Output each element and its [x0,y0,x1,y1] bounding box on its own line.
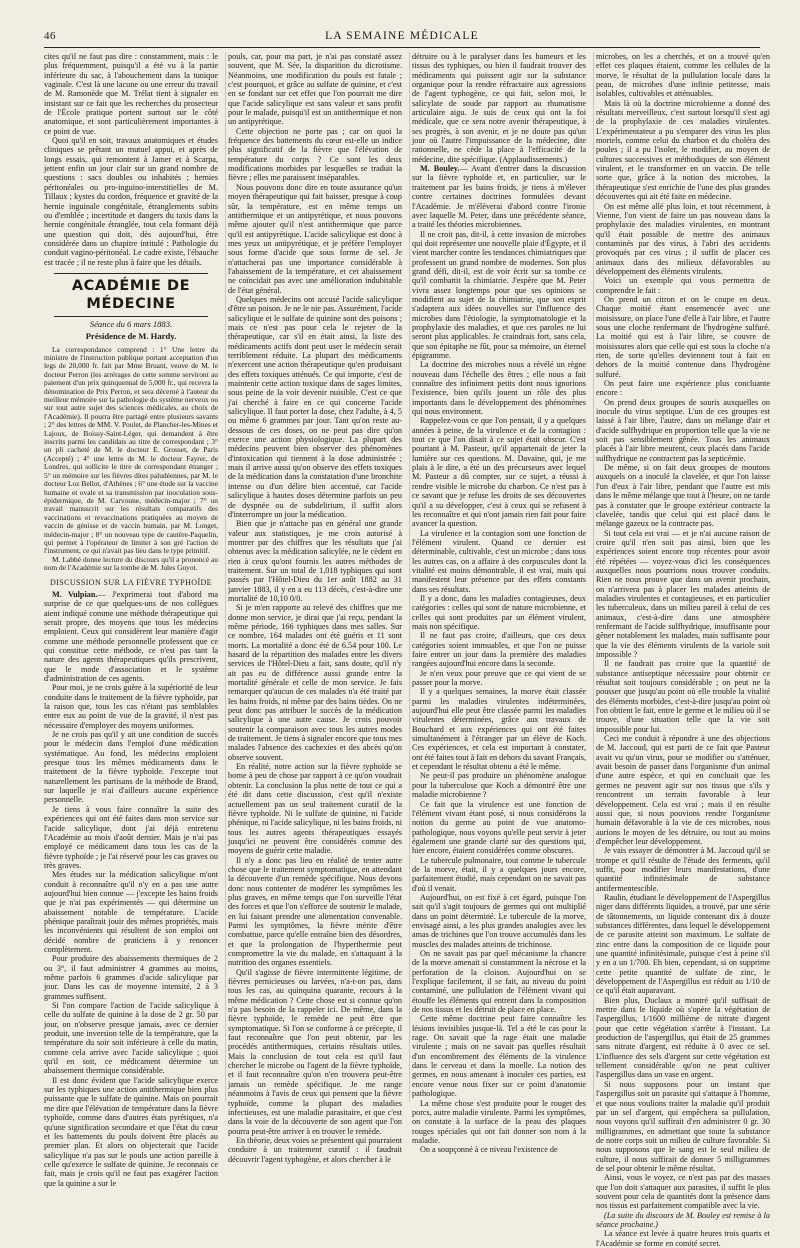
running-head [44,30,760,46]
paragraph: Qu'il s'agisse de fièvre intermittente légitime, de fièvres pernicieuses ou larvées, n'a-t-on pas, dans tous les cas, au quinquina quarante, recours à la même médication ? Cette chose est si connue qu'on n'a pas besoin de la rappeler ici. De même, dans la fièvre typhoïde, le remède ne peut être que symptomatique. Si l'on se conforme à ce précepte, il faut reconnaître que l'on peut obtenir, par les procédés antithermiques, certains résultats utiles. Mais la conclusion de tout cela est qu'il faut chercher le microbe ou l'agent de la fièvre typhoïde, et il faut reconnaître qu'on n'en trouvera peut-être jamais un remède spécifique. Je me range néanmoins à l'avis de ceux qui pensent que la fièvre typhoïde, comme la plupart des maladies infectieuses, est une maladie parasitaire, et que c'est dans la voie de la découverte de son agent que l'on pourra peut-être arriver à en trouver le remède. [228,967,402,1136]
speaker-name: M. Vulpian. [52,589,98,599]
speech-text: — Avant d'entrer dans la discussion sur la fièvre typhoïde et, en particulier, sur le traitement par les bains froids, je tiens à m'élever contre certaines doctrines formulées devant l'Académie. Je m'élèverai d'abord contre l'ironie avec laquelle M. Peter, dans une précédente séance, a traité les théories microbiennes. [412,164,587,230]
paragraph: La doctrine des microbes nous a révélé un règne nouveau dans l'échelle des êtres ; elle nous a fait connaître des infiniment petits dont nous ignorions l'existence, bien qu'ils jouent un rôle des plus importants dans le développement des phénomènes qui nous environnent. [412,360,586,417]
paragraph: Rappelez-vous ce que l'on pensait, il y a quelques années à peine, de la virulence et de la contagion : tout ce que l'on disait à ce sujet était obscur. C'est pourtant à M. Pasteur, qu'il appartenait de jeter la lumière sur ces questions. M. Davaine, qui, je me plais à le dire, a été un des précurseurs avec lequel M. Pasteur a dû compter, sur ce sujet, a réussi à rendre visible le microbe du charbon. Ce n'est pas à ce savant que je refuse les droits de ses découvertes qu'il a su développer, c'est à ceux qui se refusent à les reconnaître et qui n'ont jamais rien fait pour faire avancer la question. [412,416,586,529]
paragraph: Je ne crois pas qu'il y ait une condition de succès pour le médecin dans l'emploi d'une médication systématique. Au fond, les médecins emploient presque tous les mêmes médicaments dans le traitement de la fièvre typhoïde. J'excepte tout naturellement les partisans de la méthode de Brand, sur laquelle je n'ai d'ailleurs aucune expérience personnelle. [44,730,218,805]
section-heading [44,273,218,342]
paragraph: Il y a donc, dans les maladies contagieuses, deux catégories : celles qui sont de nature microbienne, et celles qui sont produites par un élément virulent, mais non spécifique. [412,593,586,631]
paragraph: Je n'en veux pour preuve que ce qui vient de se passer pour la morve. [412,668,586,688]
speaker-name: M. Bouley. [420,164,460,174]
paragraph: Mais là où la doctrine microbienne a donné des résultats merveilleux, c'est surtout lorsqu'il s'est agi de la prophylaxie de ces maladies virulentes. L'expérimentateur a pu s'emparer des virus les plus mortels, comme celui du charbon et du choléra des poules ; il a pu l'isoler, le modifier, au moyen de cultures successives et méthodiques de son élément virulent, et le transformer en un vaccin. De telle sorte que, grâce à la notion des microbes, la thérapeutique s'est enrichie de l'une des plus grandes découvertes qui ait été faite en médecine. [596,98,770,202]
paragraph [412,164,586,229]
paragraph: La virulence et la contagion sont une fonction de l'élément virulent. Quand ce dernier est déterminable, cultivable, c'est un microbe ; dans tous les autres cas, on a affaire à des corpuscules dont la vitalité est moins démontrable, il est vrai, mais qui manifestent leur présence par des effets constants dans ses résultats. [412,528,586,594]
column-divider [225,52,226,1102]
paragraph: Raulin, étudiant le développement de l'Aspergillus niger dans différents liquides, a trouvé, par une série de tâtonnements, un liquide contenant dix à douze substances différentes, dans lequel le développement de ce parasite atteint son maximum. Le sulfate de zinc entre dans la composition de ce liquide pour une quantité infinitésimale, puisque c'est à peine s'il y en a un 1/700. Eh bien, cependant, si on supprime cette petite quantité de sulfate de zinc, le développement de l'Aspergillus est réduit au 1/10 de ce qu'il était auparavant. [596,892,770,996]
session-date: Séance du 6 mars 1883. [89,318,173,329]
paragraph: Aujourd'hui, on est fixé à cet égard, puisque l'on sait qu'il s'agit toujours de germes qui ont multiplié dans un point déterminé. Le tubercule de la morve, envisagé ainsi, a les plus grandes analogies avec les amas de trichines que l'on trouve accumulés dans les muscles des malades atteints de trichinose. [412,892,586,949]
paragraph: Il y a quelques semaines, la morve était classée parmi les maladies virulentes indéterminées, aujourd'hui elle peut être classée parmi les maladies virulentes déterminées, grâce aux travaux de Bouchard et aux expériences qui ont été faites simultanément à l'étranger par un élève de Koch. Ces expériences, et cela est important à constater, ont été faites tout à fait en dehors du savant Français, et cependant le résultat obtenu a été le même. [412,687,586,772]
paragraph: M. Labbé donne lecture du discours qu'il a prononcé au nom de l'Académie sur la tombe de M. Jules Guyot. [44,554,218,573]
paragraph: On a soupçonné à ce niveau l'existence de [420,1145,558,1155]
column-divider [409,52,410,1102]
paragraph: Bien plus, Duclaux a montré qu'il suffisait de mettre dans le liquide où s'opère la végétation de l'aspergillus, 1/1600 millième de nitrate d'argent pour que cette végétation s'arrête à l'instant. La production de l'aspergillus, qui était de 25 grammes sans nitrate d'argent, est réduite à 0 avec ce sel. L'influence des sels d'argent sur cette végétation est tellement considérable qu'on ne peut cultiver l'aspergillus dans un vase en argent. [596,995,770,1080]
column-divider [593,52,594,1102]
paragraph: Je vais essayer de démontrer à M. Jaccoud qu'il se trompe et qu'il résulte de l'étude des ferments, qu'il suffit, pour modifier leurs manifestations, d'une quantité infinitésimale de substance antifermentescible. [596,846,770,893]
paragraph: Mes études sur la médication salicylique m'ont conduit à reconnaître qu'il n'y en a pas une autre aujourd'hui bien connue — j'excepte les bains froids que je n'ai pas expérimentés — qui détermine un abaissement notable de température. L'acide phénique paraîtrait jouir des mêmes propriétés, mais les inconvénients qui résultent de son emploi ont décidé nombre de praticiens à y renoncer complètement. [44,870,218,954]
paragraph: Il n'y a donc pas lieu en réalité de tenter autre chose que le traitement symptomatique, en attendant la découverte d'un remède spécifique. Nous devons donc nous contenter de modérer les symptômes les plus graves, en même temps que l'on surveille l'état des forces et que l'on s'efforce de soutenir le malade, en lui faisant prendre une alimentation convenable. Parmi les symptômes, la fièvre mérite d'être combattue, parce qu'elle entraîne bien des désordres, et que la prolongation de l'hyperthermie peut compromettre la vie du malade, en s'attaquant à la nutrition des organes essentiels. [228,855,402,968]
paragraph: pouls, car, pour ma part, je n'ai pas constaté assez souvent, que M. Sée, la disparition du dicrotisme. Néanmoins, une modification du pouls est fatale ; c'est pourquoi, et grâce au sulfate de quinine, et c'est en se fondant sur cet effet que l'on pourrait me dire que l'acide salicylique est sans valeur et sans profit pour le malade, puisqu'il est un antithermique et non un antipyrétique. [228,52,402,127]
paragraph: On peut faire une expérience plus concluante encore : [596,379,770,398]
paragraph: Bien que je n'attache pas en général une grande valeur aux statistiques, je me crois autorisé à montrer par des chiffres que les résultats que j'ai obtenus avec la médication salicylée, ne le cèdent en rien à ceux qu'ont fournis les autres méthodes de traitement. Sur un total de 1,018 typhiques qui sont passés par l'Hôtel-Dieu du 1er août 1882 au 31 janvier 1883, il y en a eu 113 décès, c'est-à-dire une mortalité de 10,10 0/0. [228,519,402,603]
paragraph: Pour produire des abaissements thermiques de 2 ou 3°, il faut administrer 4 grammes au moins, même parfois 6 grammes d'acide salicylique par jour. Dans les cas de moyenne intensité, 2 à 3 grammes suffisent. [44,954,218,1001]
paragraph: Cette objection ne porte pas ; car on quoi la fréquence des battements du cœur est-elle un indice plus significatif de la fièvre que l'élévation de température du corps ? Ce sont les deux modifications morbides par lesquelles se traduit la fièvre ; elles me paraissent inséparables. [228,126,402,183]
column-1 [44,52,219,1188]
paragraph: Il ne croit pas, dit-il, à cette invasion de microbes qui doit représenter une nouvelle plaie d'Égypte, et il vient marcher contre les tendances chimiatriques que professent un grand nombre de modernes. Son plus grand défi, dit-il, est de voir écrit sur sa tombe ce qu'il combattit la chimiatrie. J'espère que M. Peter vivra assez longtemps pour que ses opinions se modifient au sujet de la chimiatrie, que son esprit s'adaptera aux idées nouvelles sur l'influence des microbes dans l'étiologie, la symptomatologie et la prophylaxie des maladies, et que ces paroles ne lui seront plus applicables. Je craindrais fort, sans cela, que son épitaphe ne fût, pour sa mémoire, un éternel épigramme. [412,229,586,360]
paragraph [44,590,218,683]
paragraph: Pour moi, je ne crois guère à la supériorité de leur conduite dans le traitement de la fièvre typhoïde, par la raison que, tous les cas n'étant pas semblables entre eux au point de vue de la gravité, il n'est pas nécessaire d'employer des moyens uniformes. [44,683,218,730]
paragraph: Ce fait que la virulence est une fonction de l'élément vivant étant posé, si nous considérons la notion du germe au point de vue anatomo-pathologique, nous voyons qu'elle peut servir à jeter également une grande clarté sur des questions qui, hier encore, étaient considérées comme obscures. [412,799,586,856]
paragraph: De même, si on fait deux groupes de moutons auxquels on a inoculé la clavelée, et que l'on laisse l'un d'eux à l'air libre, pendant que l'autre est mis dans le même mélange que tout à l'heure, on ne tarde pas à constater que le groupe extérieur contracte la clavelée, tandis que celui qui est placé dans le mélange gazeux ne la contracte pas. [596,463,770,529]
paragraph: En réalité, notre action sur la fièvre typhoïde se borne à peu de chose par rapport à ce qu'on voudrait obtenir. La conclusion la plus nette de tout ce qui a été dit dans cette discussion, c'est qu'il n'existe actuellement pas un seul traitement curatif de la fièvre typhoïde. Ni le sulfate de quinine, ni l'acide phénique, ni l'acide salicylique, ni les bains froids, ni tous les autres agents thérapeutiques essayés jusqu'ici ne peuvent être considérés comme des moyens de guérir cette maladie. [228,762,402,856]
paragraph: Ne peut-il pas produire un phénomène analogue pour la tuberculose que Koch a démontré être une maladie microbienne ? [412,771,586,800]
paragraph: détruire ou à le paralyser dans les humeurs et les tissus des typhiques, ou bien il faudrait trouver des médicaments qui puissent agir sur la substance organique pour la rendre réfractaire aux agressions de l'agent typhogène, ce qui fait, selon moi, le salicylate de soude par rapport au rhumatisme articulaire aigu. Je suis de ceux qui ont la foi médicale, que ce sera notre avenir thérapeutique, à ses progrès, à son avenir, et je ne doute pas qu'un jour où l'autre l'impuissance de la médecine, dite rationnelle, ne cède la place à l'efficacité de la médecine, dite spécifique. (Applaudissements.) [412,52,586,164]
column-2 [228,52,402,1164]
section-title: ACADÉMIE DE MÉDECINE [71,277,191,312]
paragraph: microbes, on les a cherchés, et on a trouvé qu'en effet ces plaques étaient, comme les cellules de la morve, le résultat de la pullulation locale dans la peau, de microbes d'une infinie petitesse, mais isolables, cultivables et atténuables. [596,52,770,99]
column-3 [412,52,587,1155]
paragraph: Si nous supposons pour un instant que l'aspergillus soit un parasite qui s'attaque à l'homme, et que nous voulions traiter la maladie qu'il produit par un sel d'argent, qui empêchera sa pullulation, nous voyons qu'il suffirait d'en administrer 0 gr. 30 milligrammes, en admettant que toute la substance de notre corps soit un milieu de culture favorable. Si nous supposons que le sang est le seul milieu de culture, il nous suffirait de donner 5 milligrammes de sel pour obtenir le même résultat. [596,1079,770,1173]
journal-title: LA SEMAINE MÉDICALE [325,30,479,42]
paragraph: Si je m'en rapporte au relevé des chiffres que me donne mon service, je dirai que j'ai reçu, pendant la même période, 166 typhiques dans mes salles. Sur ce nombre, 164 malades ont été guéris et 11 sont morts. La mortalité a donc été de 6.54 pour 100. Le hasard de la répartition des malades entre les divers services de l'Hôtel-Dieu a fait, sans doute, qu'il n'y ait pas eu de différence aussi grande entre la mortalité générale et celle de mon service. Je fais remarquer qu'aucun de ces malades n'a été traité par les bains froids, ni même par des bains tièdes. On ne peut donc pas attribuer le succès de la médication salicylique à une autre cause. Je crois pouvoir soutenir la comparaison avec tous les autres modes de traitement. Je tiens à signaler encore que tous mes malades l'absence des cachexies et des abcès qu'on observe souvent. [228,603,402,762]
column-4 [596,52,770,1248]
paragraph: Il ne faut pas croire, d'ailleurs, que ces deux catégories soient immuables, et que l'on ne puisse faire entrer un jour dans la première des maladies rangées aujourd'hui encore dans la seconde. [412,631,586,669]
paragraph: En théorie, deux voies se présentent qui pourraient conduire à un traitement curatif : il faudrait découvrir l'agent typhogène, et alors chercher à le [228,1135,402,1164]
paragraph: Ceci me conduit à répondre à une des objections de M. Jaccoud, qui est parti de ce fait que Pasteur avait vu qu'un virus, pour se modifier ou s'atténuer, avait besoin de passer dans l'organisme d'un animal d'une autre espèce, et qui en concluait que les germes ne peuvent agir sur nos tissus que s'ils y rencontrent un terrain favorable à leur développement. Cela est vrai ; mais il en résulte aussi que, si nous pouvions rendre l'organisme humain défavorable à la vie de ces microbes, nous aurions le moyen de les détruire, ou tout au moins d'empêcher leur développement. [596,734,770,846]
paragraph: La même chose s'est produite pour le rouget des porcs, autre maladie virulente. Parmi les symptômes, on constate à la surface de la peau des plaques rouges spéciales qui ont fait donner son nom à la maladie. [412,1098,586,1145]
presidency-line: Présidence de M. Hardy. [85,331,177,342]
paragraph: Voici un exemple qui vous permettra de comprendre le fait : [596,276,770,295]
paragraph: La correspondance comprend : 1° Une lettre du ministre de l'instruction publique portant acceptation d'un legs de 20,000 fr. fait par Mme Bruant, veuve de M. le docteur Perron (les arrérages de cette somme serviront au paiement d'un prix quinquennal de 5,000 fr., qui recevra la dénomination de Prix Perron, et sera décerné à l'auteur du meilleur mémoire sur la pathologie du système nerveux ou sur tout autre sujet des sciences médicales, au choix de l'Académie). Il pourra être partagé entre plusieurs savants ; 2° des lettres de MM. V. Poulet, de Plancher-les-Mines et Lajoux, de Boissy-Saint-Léger, qui demandent à être inscrits parmi les candidats au titre de correspondant ; 3° un pli cacheté de M. le docteur E. Grosset, de Paris (Accepté) ; 4° une lettre de M. le docteur Fayrer, de Londres, qui sollicite le titre de correspondant étranger ; 5° un mémoire sur les fièvres dites paludéennes, par M. le docteur Loz Bellot, d'Athènes ; 6° une étude sur la vaccine humaine et ovale et sa transmission par inoculation sous-épidermique, de M. Carvoune, médecin-major ; 7° un travail manuscrit sur les résultats comparatifs des vaccinations et revaccinations pratiquées au moyen de vaccin de génisse et de vaccin humain, par M. Longet, médecin-major ; 8° un nouveau type de cautère-Paquelin, qui permet à l'opérateur de limiter à son gré l'action de l'instrument, ce qui n'avait pas lieu dans le type primitif. [44,344,218,556]
paragraph: La séance est levée à quatre heures trois quarts et l'Académie se forme en comité secret. [596,1229,770,1248]
paragraph: Nous pouvons donc dire en toute assurance qu'un moyen thérapeutique qui fait baisser, presque à coup sûr, la température, est en même temps un antithermique et un antipyrétique, et nous pouvons même ajouter qu'il n'est antithermique que parce qu'il est antipyrétique. L'acide salicylique est donc à mes yeux un antipyrétique, et je préfère l'employer sous forme d'acide que sous forme de sel. Je n'attacherai pas une importance considérable à l'abaissement de la température, et cet abaissement ne coïncidait pas avec une amélioration indubitable de l'état général. [228,182,402,295]
paragraph: Il est donc évident que l'acide salicylique exerce sur les typhiques une action antithermique bien plus puissante que le sulfate de quinine. Mais on pourrait me dire que l'élévation de température dans la fièvre typhoïde, comme dans d'autres états pyrétiques, n'a qu'une signification secondaire et que l'état du cœur et les battements du pouls doivent être placés au premier plan. Et alors on objecterait que l'acide salicylique n'a pas sur le pouls une action pareille à celle qu'exerce le sulfate de quinine. Je reconnais ce fait, mais je crois qu'il ne faut pas exagérer l'action que la quinine a sur le [44,1075,218,1188]
heading-rule [54,273,208,274]
discussion-subhead: DISCUSSION SUR LA FIÈVRE TYPHOÏDE [50,577,212,587]
paragraph: Si tout cela est vrai — et je n'ai aucune raison de croire qu'il n'en soit pas ainsi, bien que les expériences soient encore trop récentes pour avoir été répétées — voyez-vous d'ici les conséquences auxquelles nous pourrions nous trouver conduits. Rien ne nous prouve que dans un avenir prochain, on n'arrivera pas à placer les malades atteints de maladies virulentes et contagieuses, et en particulier les tuberculeux, dans un milieu pareil à celui de ces animaux, c'est-à-dire dans une atmosphère renfermant de l'acide sulfhydrique, insuffisante pour gêner notablement les malades, mais suffisante pour que la vie des éléments virulents de la variole soit impossible ? [596,528,770,659]
page-number: 46 [44,30,56,42]
header-rule [44,47,760,48]
paragraph: Quoi qu'il en soit, travaux anatomiques et études cliniques se prêtant un mutuel appui, et après de longs essais, qui remontent à Jamer et à Scarpa, jettent enfin un jour clair sur un grand nombre de questions : sacs doubles ou inhabités ; hernies péritonéales ou pro-inguino-interstitielles de M. Tillaux ; kystes du cordon, fréquence et gravité de la hernie inguinale congénitale, étranglements subits ou d'emblée ; incertitude et dangers du taxis dans la hernie congénitale étranglée, tout cela formant déjà une question qui doit, dès aujourd'hui, être considérée dans un chapitre intitulé : Pathologie du conduit vagino-péritonéal. Le cadre existe, l'ébauche est tracée ; il ne reste plus à faire que les détails. [44,136,218,267]
paragraph: (La suite du discours de M. Bouley est remise à la séance prochaine.) [596,1210,770,1229]
paragraph: Si l'on compare l'action de l'acide salicylique à celle du sulfate de quinine à la dose de 2 gr. 50 par jour, on n'observe presque jamais, avec ce dernier produit, une inversion telle de la température, que la température du soir soit inférieure à celle du matin, comme cela arrive avec l'acide salicylique ; quoi qu'il en soit, ce médicament détermine un abaissement thermique considérable. [44,1001,218,1076]
paragraph: Quelques médecins ont accusé l'acide salicylique d'être un poison. Je ne le nie pas. Assurément, l'acide salicylique et le sulfate de quinine sont des poisons ; mais ce n'est pas pour cela le rejeter de la thérapeutique, car s'il en était ainsi, la liste des médicaments actifs dont peut user le médecin serait terriblement réduite. La plupart des médicaments n'exercent une action thérapeutique qu'en produisant des effets toxiques atténués. Ce qui importe, c'est de maintenir cette action toxique dans de sages limites, sous peine de la voir devenir nuisible. C'est ce que j'ai cherché à faire en ce qui concerne l'acide salicylique. Il faut porter la dose, chez l'adulte, à 4, 5 ou même 6 grammes par jour. Tant qu'on reste au-dessous de ces doses, on ne peut pas dire qu'on exerce une action physiologique. La plupart des médecins peuvent bien observer des phénomènes d'intoxication qui tiennent à la dose administrée ; mais il arrive aussi qu'on observe des effets toxiques de la médication dans la constatation d'une bronchite intense ou d'un délire bien accentué, car l'acide salicylique à hautes doses détermine parfois un peu de dyspnée ou de subdelirium, il suffit alors d'interrompre un jour la médication. [228,294,402,519]
paragraph: Je tiens à vous faire connaître la suite des expériences qui ont été faites dans mon service sur l'acide salicylique, dont j'ai déjà entretenu l'Académie au mois d'août dernier. Mais je n'ai pas employé ce médicament dans tous les cas de la fièvre typhoïde ; je l'ai réservé pour les cas graves ou très graves. [44,804,218,870]
paragraph: Il ne faudrait pas croire que la quantité de substance antiseptique nécessaire pour obtenir ce résultat soit toujours considérable ; on peut ne la pousser que jusqu'au point où elle trouble la vitalité des éléments morbides, c'est-à-dire jusqu'au point où l'on obtient le fait, entre le germe et le milieu où il se trouve, d'une situation telle que la vie soit impossible pour lui. [596,659,770,734]
paragraph: cites qu'il ne faut pas dire : constamment, mais : le plus fréquemment, puisqu'il a été vu à la partie inférieure du sac, à l'abouchement dans la tunique vaginale. C'est là une lacune ou une erreur du travail de M. Ramonède que M. Trélat tient à signaler en insistant sur ce fait que les recherches du prosecteur de l'École pratique portent surtout sur le côté anatomique, et sont particulièrement importantes à ce point de vue. [44,52,218,136]
paragraph: On prend deux groupes de souris auxquelles on inocule du virus septique. L'un de ces groupes est laissé à l'air libre, l'autre, dans un mélange d'air et d'acide sulfhydrique en proportion telle que la vie ne soit pas sensiblement gênée. Tous les animaux placés à l'air libre meurent, ceux placés dans l'acide sulfhydrique ne contractent pas la septicémie. [596,397,770,463]
paragraph: Cette même doctrine peut faire connaître les lésions invisibles jusque-là. Tel a été le cas pour la rage. On savait que la rage était une maladie virulente ; mais on ne savait pas quelles résultait d'un encombrement des éléments de la virulence dans le cerveau et dans la moelle. La notion des germes, en nous amenant à inoculer ces parties, est encore venue nous fixer sur ce point d'anatomie pathologique. [412,1014,586,1099]
paragraph: On ne savait pas par quel mécanisme la chancre de la morve amenait si constamment la nécrose et la perforation de la cloison. Aujourd'hui on se l'explique facilement, il se fait, au niveau du point contaminé, une pullulation de l'élément vivant qui étouffe les éléments qui entrent dans la composition de nos tissus et les détruit de place en place. [412,949,586,1015]
paragraph: Le tubercule pulmonaire, tout comme le tubercule de la morve, était, il y a quelques jours encore, parfaitement étudié, mais cependant on ne savait pas d'où il venait. [412,855,586,893]
paragraph: On prend un citron et on le coupe en deux. Chaque moitié étant ensemencée avec une moisissure, on place l'une d'elle à l'air libre, et l'autre sous une cloche renfermant de l'hydrogène sulfuré. La moitié qui est à l'air libre, se couvre de moisissures alors que celle qui est sous la cloche n'a rien, de sorte qu'elles deviennent tout à fait en dehors de la moitié contenue dans l'hydrogène sulfuré. [596,294,770,379]
paragraph: On est même allé plus loin, et tout récemment, à Vienne, l'on vient de faire un pas nouveau dans la prophylaxie des maladies virulentes, en montrant qu'il était possible de mettre des animaux contaminés par des virus, à l'abri des accidents provoqués par ces virus ; il suffit de placer ces animaux dans des milieux défavorables au développement des éléments virulents. [596,201,770,276]
paragraph: Ainsi, vous le voyez, ce n'est pas par des masses que l'on doit s'attaquer aux parasites, il suffit le plus souvent pour cela de quantités dont la présence dans nos tissus est parfaitement compatible avec la vie. [596,1173,770,1211]
heading-rule [54,316,208,317]
speech-text: — J'exprimerai tout d'abord ma surprise de ce que quelques-uns de nos collègues aient indiqué comme une méthode thérapeutique qui serait propre, des moyens que tous les médecins emploient. Ceux qui considèrent leur manière d'agir comme une méthode personnelle professent que ce qui constitue cette méthode, ce n'est pas tant la nature des agents thérapeutiques qu'ils prescrivent, que le mode d'association et le système d'administration de ces agents. [44,589,219,683]
